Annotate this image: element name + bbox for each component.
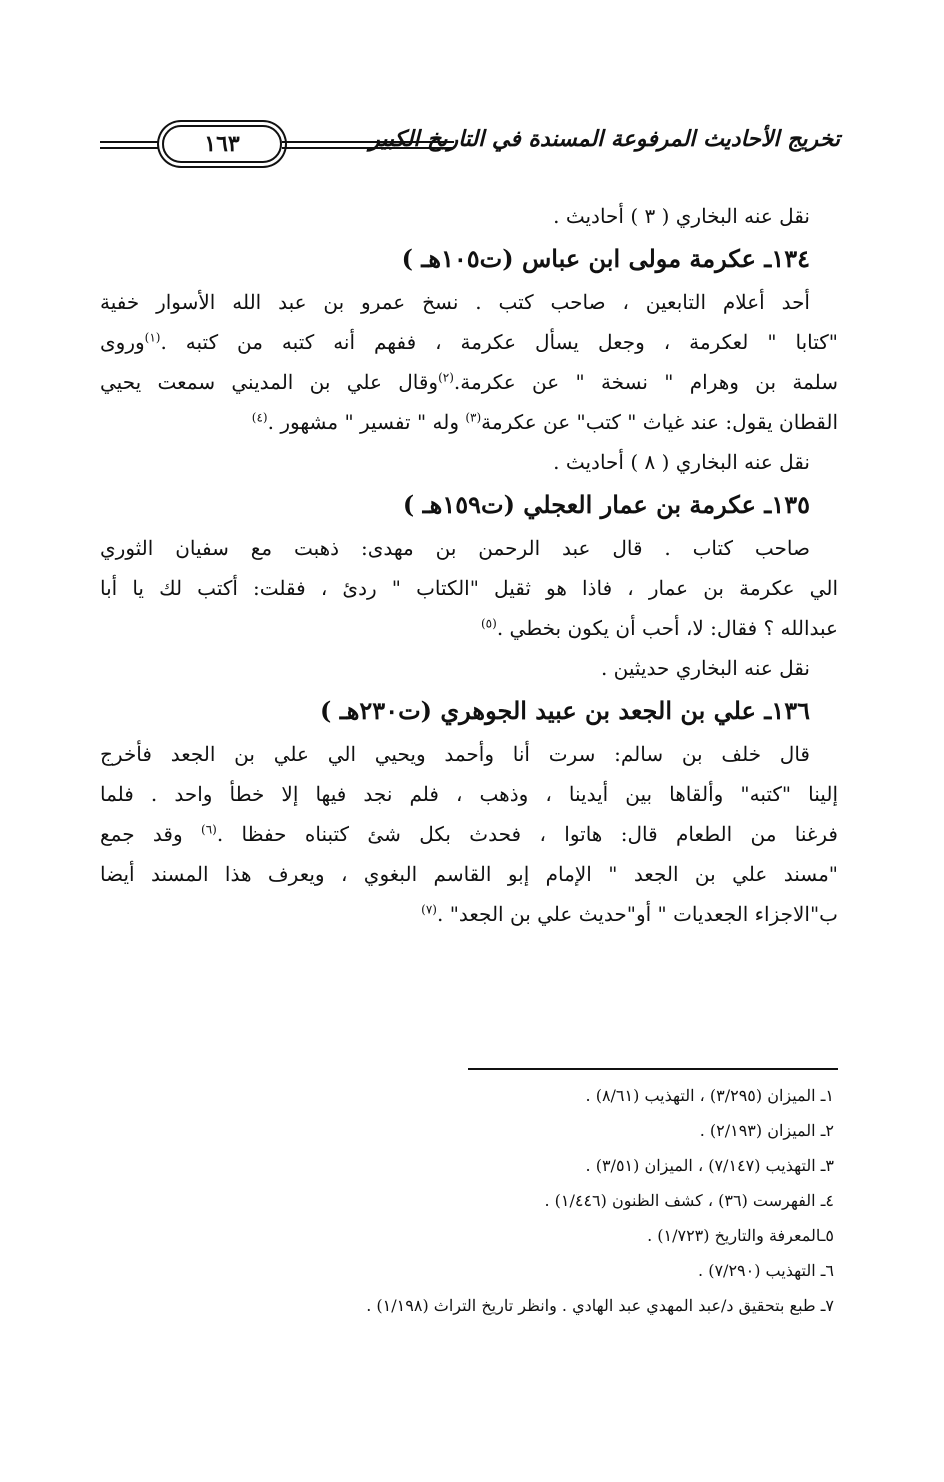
header-rule-left xyxy=(100,141,160,149)
transmission-note: نقل عنه البخاري ( ٣ ) أحاديث . xyxy=(553,204,810,228)
text-segment: عبدالله ؟ فقال: لا، أحب أن يكون بخطي . xyxy=(496,616,838,640)
footnote: ١ـ الميزان (٣/٢٩٥) ، التهذيب (٨/٦١) . xyxy=(585,1086,834,1105)
text-segment: وقال علي بن المديني سمعت يحيي xyxy=(100,370,439,394)
footnote: ٧ـ طبع بتحقيق د/عبد المهدي عبد الهادي . وانظر تاريخ التراث (١/١٩٨) . xyxy=(366,1296,834,1315)
text-line xyxy=(100,894,838,934)
text-line: إلينا "كتبه" وألقاها بين أيدينا ، وذهب ، فلم نجد فيها إلا خطأ واحد . فلما xyxy=(100,782,838,806)
page-body xyxy=(100,196,838,934)
footnote-separator xyxy=(468,1068,838,1070)
transmission-note: نقل عنه البخاري ( ٨ ) أحاديث . xyxy=(553,450,810,474)
text-segment: فرغنا من الطعام قال: هاتوا ، فحدث بكل شئ كتبناه حفظا . xyxy=(216,822,838,846)
entry-text-136 xyxy=(100,734,838,934)
text-line: قال خلف بن سالم: سرت أنا وأحمد ويحيي الي علي بن الجعد فأخرج xyxy=(100,742,810,766)
footnotes xyxy=(100,1078,834,1323)
footnote: ٤ـ الفهرست (٣٦) ، كشف الظنون (١/٤٤٦) . xyxy=(544,1191,834,1210)
footnote: ٢ـ الميزان (٢/١٩٣) . xyxy=(699,1121,834,1140)
text-segment: وروى xyxy=(100,330,145,354)
text-line xyxy=(100,402,838,442)
footnote: ٥ـالمعرفة والتاريخ (١/٧٢٣) . xyxy=(647,1226,834,1245)
entry-heading-136: ١٣٦ـ علي بن الجعد بن عبيد الجوهري (ت٢٣٠هـ ) xyxy=(320,696,810,725)
footnote-ref: (٤) xyxy=(251,410,268,425)
footnote-ref: (٣) xyxy=(465,410,482,425)
entry-text-134 xyxy=(100,282,838,442)
transmission-note: نقل عنه البخاري حديثين . xyxy=(600,656,810,680)
entry-heading-135: ١٣٥ـ عكرمة بن عمار العجلي (ت١٥٩هـ ) xyxy=(402,490,810,519)
text-line: الي عكرمة بن عمار ، فاذا هو ثقيل "الكتاب " ردئ ، فقلت: أكتب لك يا أبا xyxy=(100,576,838,600)
text-line: صاحب كتاب . قال عبد الرحمن بن مهدى: ذهبت مع سفيان الثوري xyxy=(100,536,810,560)
text-line xyxy=(100,322,838,362)
text-segment: سلمة بن وهرام " نسخة " عن عكرمة. xyxy=(453,370,838,394)
text-segment: "كتابا " لعكرمة ، وجعل يسأل عكرمة ، ففهم أنه كتبه من كتبه . xyxy=(160,330,838,354)
entry-text-135 xyxy=(100,528,838,648)
footnote-ref: (١) xyxy=(144,330,161,345)
footnote-ref: (٢) xyxy=(438,370,454,385)
text-line xyxy=(100,608,838,648)
running-header xyxy=(100,120,840,168)
entry-heading-134: ١٣٤ـ عكرمة مولى ابن عباس (ت١٠٥هـ ) xyxy=(401,244,810,273)
footnote: ٣ـ التهذيب (٧/١٤٧) ، الميزان (٣/٥١) . xyxy=(585,1156,834,1175)
text-segment: ب"الاجزاء الجعديات " أو"حديث علي بن الجعد" . xyxy=(436,902,838,926)
footnote-ref: (٥) xyxy=(480,616,497,631)
page-number: ١٦٣ xyxy=(162,125,282,163)
text-segment: وله " تفسير " مشهور . xyxy=(267,410,466,434)
footnote-ref: (٦) xyxy=(201,822,217,837)
text-segment: وقد جمع xyxy=(100,822,201,846)
footnote: ٦ـ التهذيب (٧/٢٩٠) . xyxy=(698,1261,834,1280)
text-line xyxy=(100,362,838,402)
footnote-ref: (٧) xyxy=(421,902,437,917)
text-line: أحد أعلام التابعين ، صاحب كتب . نسخ عمرو بن عبد الله الأسوار خفية xyxy=(100,290,810,314)
text-segment: القطان يقول: عند غياث " كتب" عن عكرمة xyxy=(481,410,838,434)
text-line xyxy=(100,814,838,854)
running-title: تخريج الأحاديث المرفوعة المسندة في التاريخ الكبير xyxy=(369,126,840,152)
text-line: "مسند علي بن الجعد " الإمام إبو القاسم البغوي ، ويعرف هذا المسند أيضا xyxy=(100,862,838,886)
